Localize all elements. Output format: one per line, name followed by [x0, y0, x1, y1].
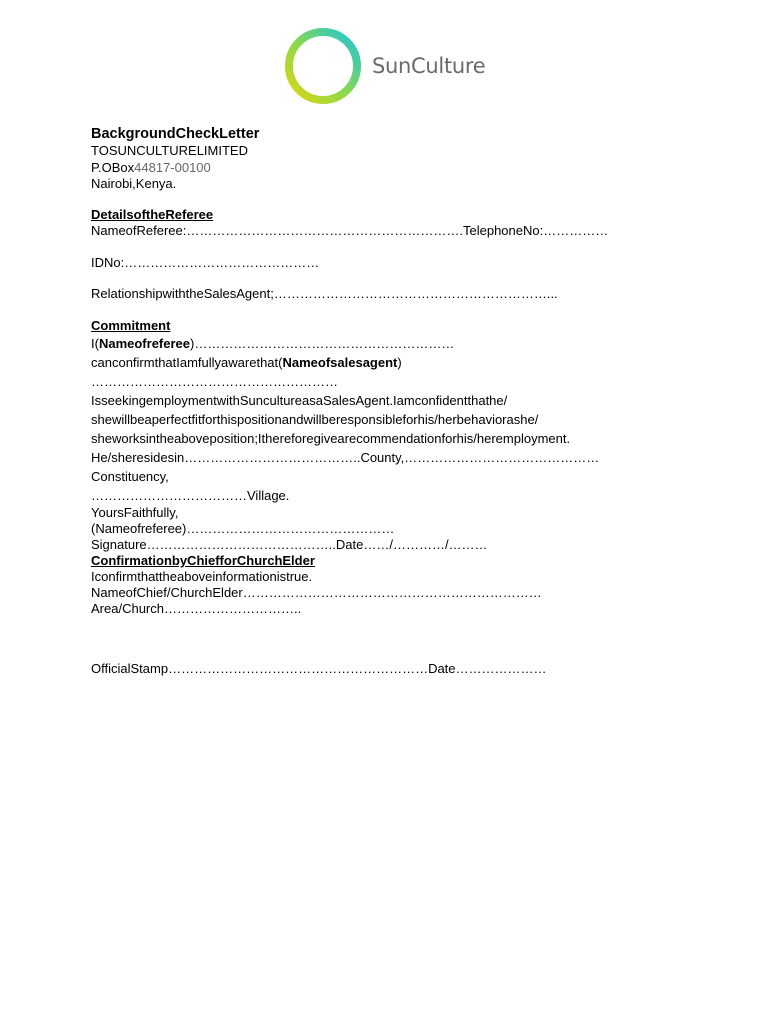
sunculture-logo: [283, 26, 485, 106]
background-check-letter: [91, 125, 691, 678]
commitment-referee-name: (Nameofreferee)…………………………………………: [91, 521, 395, 536]
referee-name-line: NameofReferee:……………………………………………………….TelephoneNo:……………: [91, 223, 609, 238]
logo-ring-icon: [283, 26, 363, 106]
commitment-line-7: He/sheresidesin…………………………………..County,………………………………………: [91, 450, 600, 465]
po-box-number: 44817-00100: [134, 159, 211, 175]
commitment-line-5: shewillbeaperfectfitforthispositionandwillberesponsibleforhis/herbehaviorashe/: [91, 412, 539, 427]
commitment-line-2: canconfirmthatIamfullyawarethat(Nameofsalesagent): [91, 355, 402, 370]
letter-title: BackgroundCheckLetter: [91, 126, 260, 142]
po-box-label: P.OBox: [91, 159, 135, 175]
commitment-heading: Commitment: [91, 317, 171, 333]
official-stamp-line: OfficialStamp……………………………………………………Date…………………: [91, 661, 547, 676]
referee-relationship-line: RelationshipwiththeSalesAgent;………………………………………………………...: [91, 286, 558, 301]
commitment-line-3: …………………………………………………: [91, 374, 338, 389]
commitment-closing: YoursFaithfully,: [91, 505, 179, 520]
commitment-line-1: I(Nameofreferee)……………………………………………………: [91, 336, 455, 351]
commitment-line-9: ………………………………Village.: [91, 488, 290, 503]
referee-id-line: IDNo:………………………………………: [91, 254, 320, 270]
confirmation-line-3: Area/Church…………………………..: [91, 601, 302, 616]
logo-wordmark: SunCulture: [372, 54, 486, 78]
commitment-line-4: IsseekingemploymentwithSuncultureasaSalesAgent.Iamconfidentthathe/: [91, 393, 508, 408]
address-recipient: TOSUNCULTURELIMITED: [91, 143, 248, 158]
confirmation-heading: ConfirmationbyChiefforChurchElder: [91, 553, 315, 568]
confirmation-line-1: Iconfirmthattheaboveinformationistrue.: [91, 569, 313, 584]
address-po-box: [91, 160, 691, 177]
referee-heading: DetailsoftheReferee: [91, 206, 214, 222]
commitment-signature-line: Signature……………………………………..Date……/…………/………: [91, 537, 488, 552]
commitment-line-6: sheworksintheaboveposition;Ithereforegivearecommendationforhis/heremployment.: [91, 431, 571, 446]
confirmation-line-2: NameofChief/ChurchElder……………………………………………………………: [91, 585, 542, 600]
address-city: Nairobi,Kenya.: [91, 176, 177, 191]
commitment-line-8: Constituency,: [91, 469, 169, 484]
